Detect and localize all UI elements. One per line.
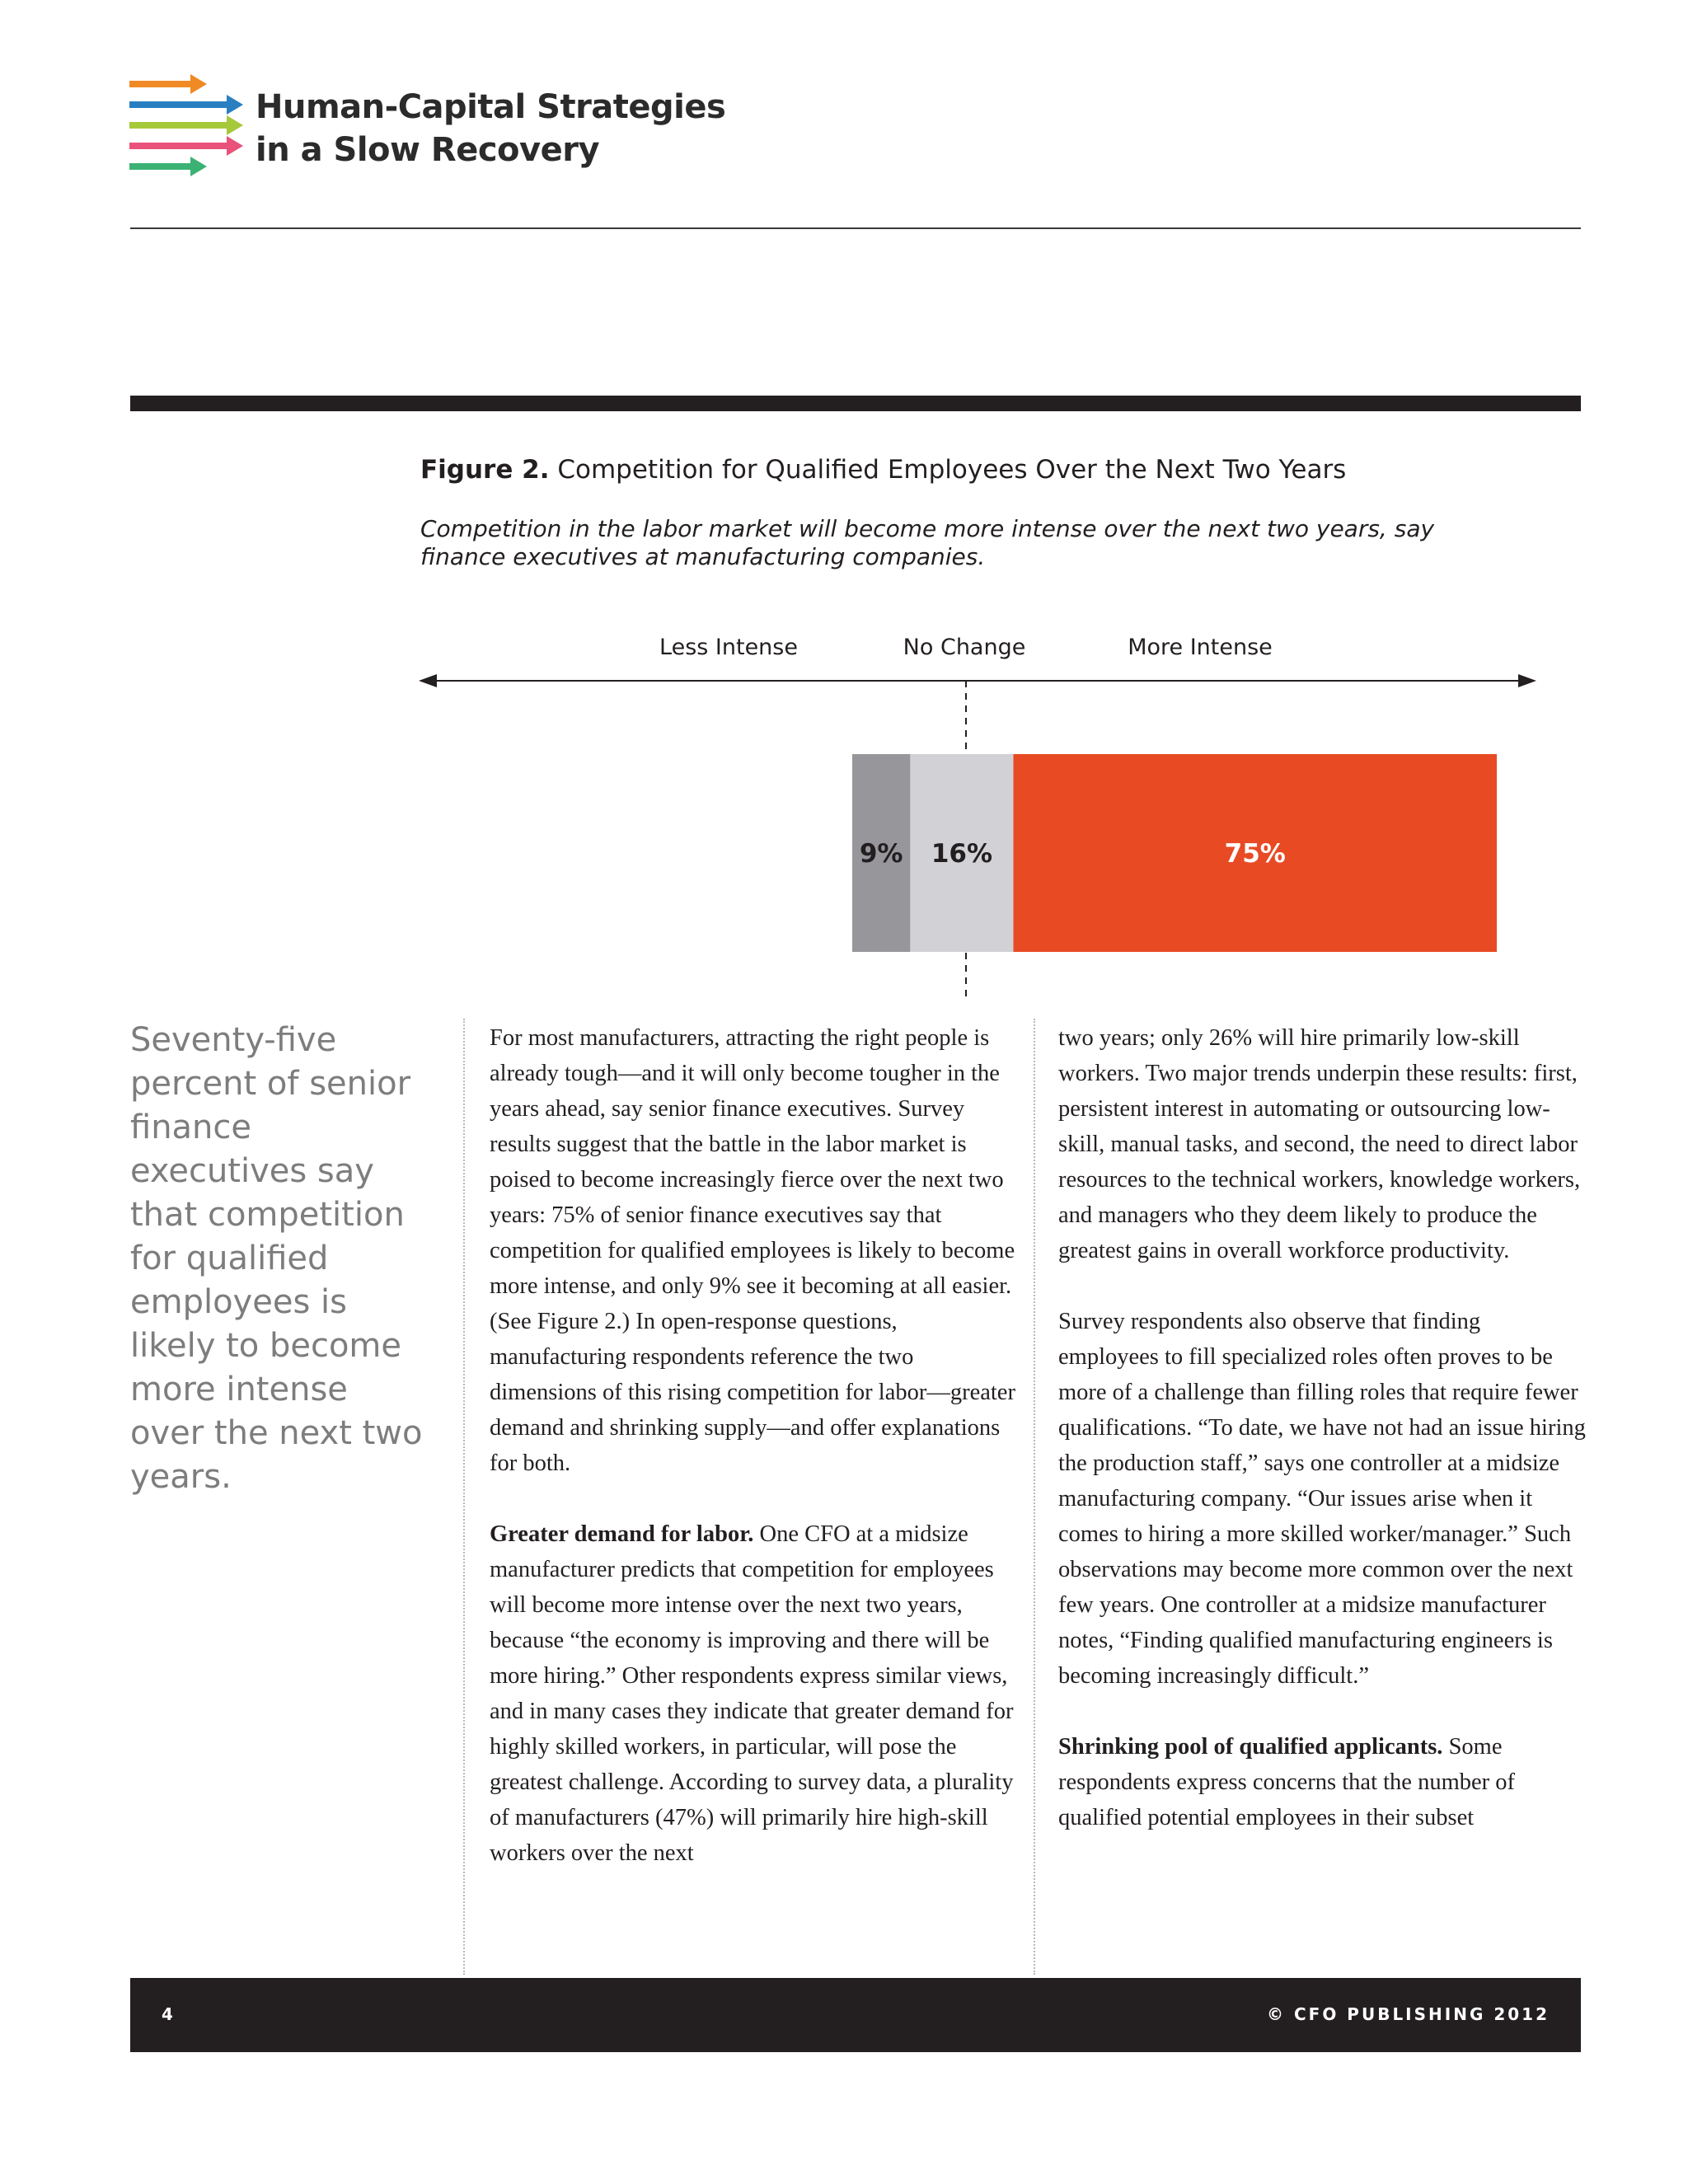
column-divider-right	[1034, 1019, 1035, 1975]
body-column-2	[1058, 1020, 1586, 1835]
paragraph: For most manufacturers, attracting the right people is already tough—and it will only become tougher in the years ahead, say senior finance executives. Survey results suggest that the battle in the labor market is poised to become increasingly fierce over the next two years: 75% of senior finance executives say that competition for qualified employees is likely to become more intense, and only 9% see it becoming at all easier. (See Figure 2.) In open-response questions, manufacturing respondents reference the two dimensions of this rising competition for labor—greater demand and shrinking supply—and offer explanations for both.	[490, 1025, 1015, 1476]
paragraph	[1058, 1729, 1586, 1835]
paragraph-text: Some respondents express concerns that the number of qualified potential employees in their subset	[1058, 1734, 1515, 1830]
axis-label-less: Less Intense	[659, 635, 798, 660]
title-line-1: Human-Capital Strategies	[256, 88, 726, 126]
paragraph-text: One CFO at a midsize manufacturer predicts that competition for employees will become more intense over the next two years, because “the economy is improving and there will be more hiring.” Other respondents express similar views, and in many cases they indicate that greater demand for highly skilled workers, in particular, will pose the greatest challenge. According to survey data, a plurality of manufacturers (47%) will primarily hire high-skill workers over the next	[490, 1521, 1014, 1866]
paragraph: two years; only 26% will hire primarily low-skill workers. Two major trends underpin these results: first, persistent interest in automating or outsourcing low-skill, manual tasks, and second, the need to direct labor resources to the technical workers, knowledge workers, and managers who they deem likely to produce the greatest gains in overall workforce productivity.	[1058, 1025, 1581, 1263]
page-footer	[130, 1978, 1581, 2052]
bar-label-no-change: 16%	[931, 839, 993, 869]
column-divider-left	[463, 1019, 465, 1975]
figure-label: Figure 2.	[420, 455, 550, 485]
axis-label-no-change: No Change	[903, 635, 1026, 660]
figure-subtitle: Competition in the labor market will become more intense over the next two years, say finance executives at manufacturing companies.	[420, 515, 1435, 570]
title-line-2: in a Slow Recovery	[256, 131, 600, 169]
pull-quote: Seventy-five percent of senior finance executives say that competition for qualified employees is likely to become more intense over the next two years.	[130, 1021, 423, 1496]
subhead: Shrinking pool of qualified applicants.	[1058, 1734, 1443, 1760]
bar-label-more-intense: 75%	[1224, 839, 1286, 869]
figure-title-text: Competition for Qualified Employees Over the Next Two Years	[557, 455, 1347, 485]
subhead: Greater demand for labor.	[490, 1521, 754, 1547]
paragraph: Survey respondents also observe that finding employees to fill specialized roles often proves to be more of a challenge than filling roles that require fewer qualifications. “To date, we have not had an issue hiring the production staff,” says one controller at a midsize manufacturing company. “Our issues arise when it comes to hiring a more skilled worker/manager.” Such observations may become more common over the next few years. One controller at a midsize manufacturer notes, “Finding qualified manufacturing engineers is becoming increasingly difficult.”	[1058, 1309, 1586, 1689]
paragraph	[490, 1516, 1017, 1871]
copyright: © CFO PUBLISHING 2012	[1267, 2004, 1550, 2024]
axis-arrow-right-icon	[1518, 674, 1536, 687]
page-number: 4	[162, 2004, 173, 2024]
stacked-bar-chart	[0, 0, 1688, 1022]
axis-label-more: More Intense	[1128, 635, 1273, 660]
bar-label-less-intense: 9%	[859, 839, 903, 869]
body-column-1	[490, 1020, 1017, 1871]
axis-arrow-left-icon	[419, 674, 437, 687]
